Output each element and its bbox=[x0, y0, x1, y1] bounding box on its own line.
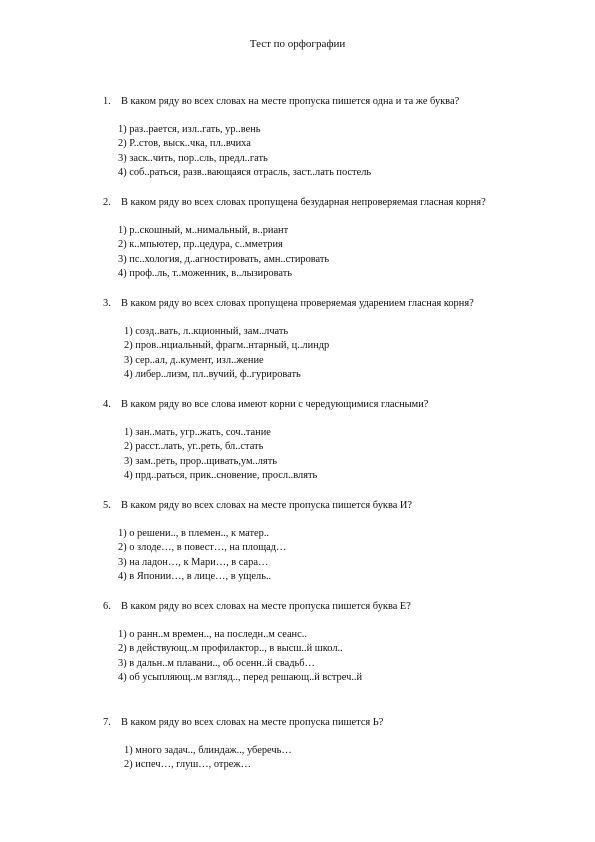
page-title: Тест по орфографии bbox=[249, 38, 346, 50]
question-1 bbox=[0, 95, 595, 180]
question-number: 5. bbox=[103, 500, 111, 511]
answer-option: 3) сер..ал, д..кумент, изл..жение bbox=[124, 354, 264, 366]
answer-option: 2) испеч…, глуш…, отреж… bbox=[124, 759, 251, 771]
question-number: 6. bbox=[103, 601, 111, 612]
question-text: В каком ряду во всех словах пропущена проверяемая ударением гласная корня? bbox=[121, 298, 474, 309]
answer-option: 1) много задач.., блиндаж.., уберечь… bbox=[124, 745, 292, 756]
question-text: В каком ряду во всех словах на месте пропуска пишется одна и та же буква? bbox=[121, 96, 460, 107]
answer-option: 1) зан..мать, угр..жать, соч..тание bbox=[124, 427, 271, 438]
answer-option: 4) соб..раться, разв..вающаяся отрасль, заст..лать постель bbox=[118, 166, 372, 178]
answer-option: 4) об усыпляющ..м взгляд.., перед решающ..й встреч..й bbox=[118, 671, 363, 683]
question-number: 7. bbox=[103, 717, 111, 728]
question-5 bbox=[0, 499, 595, 584]
answer-option: 3) заск..чить, пор..сль, предл..гать bbox=[118, 152, 268, 164]
question-text: В каком ряду во всех словах на месте пропуска пишется буква И? bbox=[121, 500, 413, 511]
question-4 bbox=[0, 398, 595, 483]
answer-option: 3) на ладон…, к Мари…, в сара… bbox=[118, 556, 269, 568]
question-6 bbox=[0, 600, 595, 685]
question-number: 2. bbox=[103, 197, 111, 208]
answer-option: 1) раз..рается, изл..гать, ур..вень bbox=[118, 124, 261, 135]
answer-option: 3) в дальн..м плавани.., об осенн..й свадьб… bbox=[118, 657, 315, 669]
question-3 bbox=[0, 297, 595, 382]
question-text: В каком ряду во все слова имеют корни с чередующимися гласными? bbox=[121, 399, 429, 410]
answer-option: 2) расст..лать, уг..реть, бл..стать bbox=[124, 441, 264, 453]
answer-option: 4) в Японии…, в лице…, в ущель.. bbox=[118, 570, 272, 582]
answer-option: 2) о злоде…, в повест…, на площад… bbox=[118, 542, 287, 554]
answer-option: 2) Р..стов, выск..чка, пл..вчиха bbox=[118, 138, 251, 150]
answer-option: 4) проф..ль, т..моженник, в..лызировать bbox=[118, 267, 293, 279]
answer-option: 1) р..скошный, м..нимальный, в..риант bbox=[118, 225, 289, 236]
answer-option: 1) о решени.., в племен.., к матер.. bbox=[118, 528, 270, 539]
answer-option: 2) к..мпьютер, пр..цедура, с..мметрия bbox=[118, 239, 283, 251]
question-number: 3. bbox=[103, 298, 111, 309]
question-7 bbox=[0, 716, 595, 773]
question-2 bbox=[0, 196, 595, 281]
answer-option: 4) либер..лизм, пл..вучий, ф..гурировать bbox=[124, 368, 301, 380]
question-number: 4. bbox=[103, 399, 111, 410]
answer-option: 3) пс..хология, д..агностировать, амн..стировать bbox=[118, 253, 330, 265]
question-text: В каком ряду во всех словах на месте пропуска пишется Ь? bbox=[121, 717, 384, 728]
question-text: В каком ряду во всех словах пропущена безударная непроверяемая гласная корня? bbox=[121, 197, 486, 208]
answer-option: 1) созд..вать, л..кционный, зам..лчать bbox=[124, 326, 289, 337]
answer-option: 1) о ранн..м времен.., на последн..м сеанс.. bbox=[118, 629, 307, 640]
answer-option: 2) пров..нциальный, фрагм..нтарный, ц..линдр bbox=[124, 340, 330, 352]
answer-option: 3) зам..реть, прор..щивать,ум..лять bbox=[124, 455, 277, 467]
answer-option: 4) прд..раться, прик..сновение, просл..влять bbox=[124, 469, 318, 481]
question-text: В каком ряду во всех словах на месте пропуска пишется буква Е? bbox=[121, 601, 411, 612]
answer-option: 2) в действующ..м профилактор.., в высш..й школ.. bbox=[118, 643, 343, 655]
question-number: 1. bbox=[103, 96, 111, 107]
